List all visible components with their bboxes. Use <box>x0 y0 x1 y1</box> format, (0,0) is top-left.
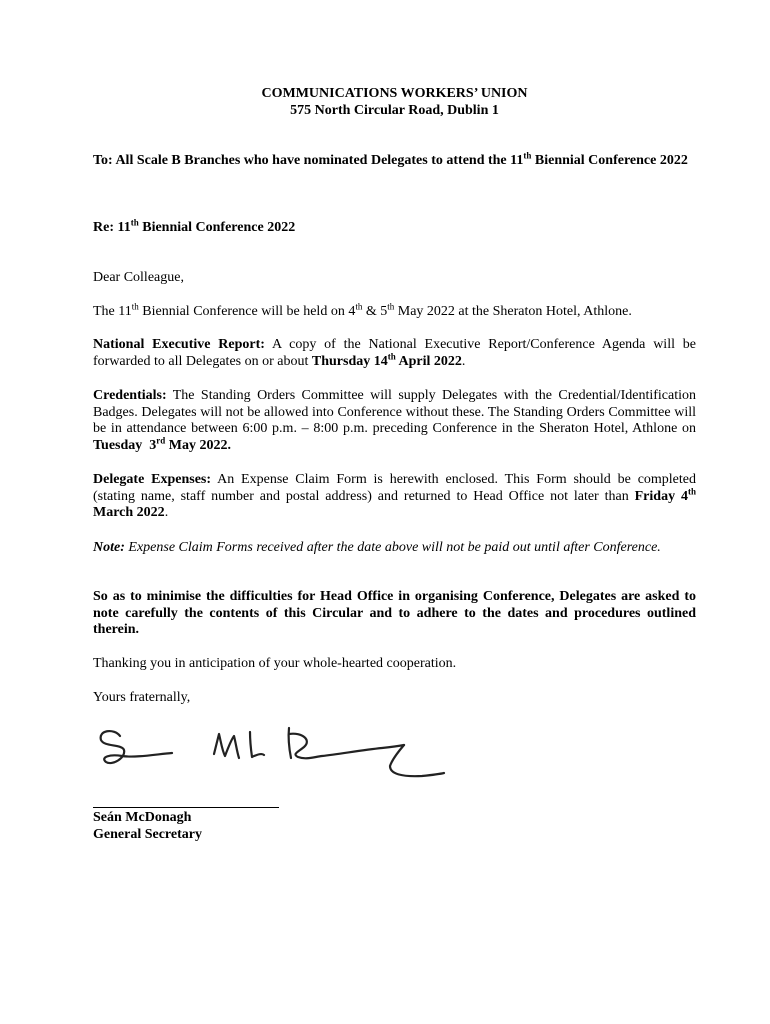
emphasis-paragraph: So as to minimise the difficulties for Head Office in organising Conference, Delegates are asked to note carefully the contents of this Circular and to adhere to the dates and procedures outlined therein. <box>93 589 696 637</box>
note-paragraph: Note: Expense Claim Forms received after the date above will not be paid out until after Conference. <box>93 540 661 555</box>
signatory-block <box>93 810 696 843</box>
credentials-label: Credentials: <box>93 388 167 403</box>
signatory-name: Seán McDonagh <box>93 810 192 825</box>
to-line: To: All Scale B Branches who have nominated Delegates to attend the 11th Biennial Conference 2022 <box>93 150 688 168</box>
org-name: COMMUNICATIONS WORKERS’ UNION <box>261 86 528 101</box>
expenses-label: Delegate Expenses: <box>93 472 212 487</box>
thanks-paragraph: Thanking you in anticipation of your whole-hearted cooperation. <box>93 656 457 671</box>
ner-date: Thursday 14th April 2022 <box>311 350 462 369</box>
ner-paragraph: National Executive Report: A copy of the National Executive Report/Conference Agenda will be forwarded to all Delegates on or about Thursday 14th April 2022. <box>93 337 696 369</box>
handwritten-signature <box>92 720 452 784</box>
expenses-date: Friday 4th March 2022 <box>93 485 696 520</box>
ner-label: National Executive Report: <box>93 337 265 352</box>
note-label: Note: <box>93 540 125 555</box>
credentials-date: Tuesday 3rd May 2022. <box>93 434 232 453</box>
credentials-paragraph: Credentials: The Standing Orders Committee will supply Delegates with the Credential/Identification Badges. Delegates will not be allowed into Conference without these. The Standing Orders Committee will be in attendance between 6:00 p.m. – 8:00 p.m. preceding Conference in the Sheraton Hotel, Athlone on Tuesday 3rd May 2022. <box>93 388 696 453</box>
salutation: Dear Colleague, <box>93 270 184 285</box>
signature-line <box>93 807 279 808</box>
letterhead <box>93 86 696 119</box>
re-line: Re: 11th Biennial Conference 2022 <box>93 217 296 235</box>
intro-paragraph: The 11th Biennial Conference will be held on 4th & 5th May 2022 at the Sheraton Hotel, Athlone. <box>93 301 632 319</box>
org-address: 575 North Circular Road, Dublin 1 <box>290 102 499 118</box>
signatory-title: General Secretary <box>93 826 202 842</box>
expenses-paragraph: Delegate Expenses: An Expense Claim Form is herewith enclosed. This Form should be completed (stating name, staff number and postal address) and returned to Head Office not later than Friday 4th March 2022. <box>93 472 697 520</box>
closing: Yours fraternally, <box>93 690 191 705</box>
